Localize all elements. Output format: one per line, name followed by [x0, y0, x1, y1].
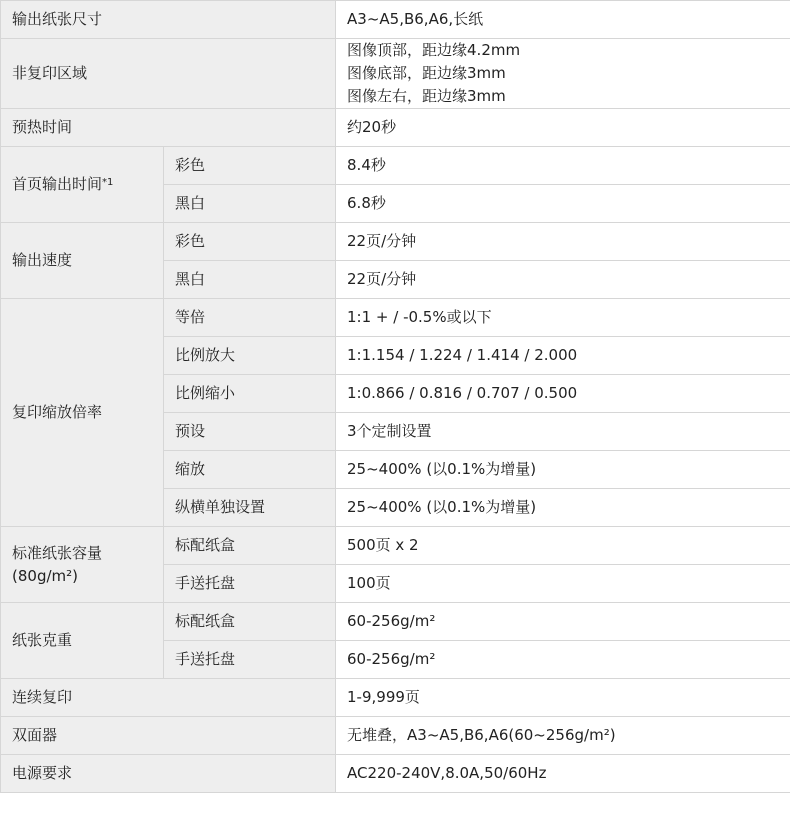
group-label: 输出速度 [1, 223, 164, 299]
row-value: 6.8秒 [336, 185, 790, 223]
sub-label: 预设 [164, 413, 336, 451]
sub-label: 手送托盘 [164, 641, 336, 679]
row-value: AC220-240V,8.0A,50/60Hz [336, 755, 790, 793]
sub-label: 比例放大 [164, 337, 336, 375]
row-label: 输出纸张尺寸 [1, 1, 336, 39]
row-label: 连续复印 [1, 679, 336, 717]
row-value: 25~400% (以0.1%为增量) [336, 489, 790, 527]
row-value: 1:0.866 / 0.816 / 0.707 / 0.500 [336, 375, 790, 413]
row-value: 60-256g/m² [336, 641, 790, 679]
value-line: 图像左右，距边缘3mm [347, 87, 506, 105]
row-value: 约20秒 [336, 109, 790, 147]
group-label: 复印缩放倍率 [1, 299, 164, 527]
table-row [1, 755, 790, 793]
row-value: 60-256g/m² [336, 603, 790, 641]
sub-label: 黑白 [164, 261, 336, 299]
table-row [1, 299, 790, 337]
sub-label: 标配纸盒 [164, 527, 336, 565]
row-value [336, 39, 790, 109]
table-row [1, 39, 790, 109]
table-row [1, 223, 790, 261]
sub-label: 等倍 [164, 299, 336, 337]
row-value: 500页 x 2 [336, 527, 790, 565]
sub-label: 手送托盘 [164, 565, 336, 603]
group-label [1, 527, 164, 603]
table-row [1, 147, 790, 185]
row-label: 非复印区域 [1, 39, 336, 109]
row-label: 电源要求 [1, 755, 336, 793]
table-row [1, 109, 790, 147]
row-value: 3个定制设置 [336, 413, 790, 451]
group-label-text: 首页输出时间 [12, 175, 103, 193]
row-label: 双面器 [1, 717, 336, 755]
table-row [1, 603, 790, 641]
table-row [1, 717, 790, 755]
row-value: 8.4秒 [336, 147, 790, 185]
sub-label: 缩放 [164, 451, 336, 489]
table-row [1, 1, 790, 39]
sub-label: 彩色 [164, 147, 336, 185]
row-value: 25~400% (以0.1%为增量) [336, 451, 790, 489]
group-label-line: 标准纸张容量 [12, 543, 103, 562]
group-label: 纸张克重 [1, 603, 164, 679]
row-value: 1:1.154 / 1.224 / 1.414 / 2.000 [336, 337, 790, 375]
sub-label: 彩色 [164, 223, 336, 261]
value-line: 图像底部，距边缘3mm [347, 64, 506, 82]
table-row [1, 679, 790, 717]
row-value: 22页/分钟 [336, 261, 790, 299]
footnote-marker: *1 [102, 177, 114, 188]
row-value: 1:1 + / -0.5%或以下 [336, 299, 790, 337]
sub-label: 标配纸盒 [164, 603, 336, 641]
value-line: 图像顶部，距边缘4.2mm [347, 41, 521, 59]
row-label: 预热时间 [1, 109, 336, 147]
row-value: A3~A5,B6,A6,长纸 [336, 1, 790, 39]
sub-label: 比例缩小 [164, 375, 336, 413]
row-value: 无堆叠，A3~A5,B6,A6(60~256g/m²) [336, 717, 790, 755]
table-row [1, 527, 790, 565]
row-value: 1-9,999页 [336, 679, 790, 717]
row-value: 22页/分钟 [336, 223, 790, 261]
sub-label: 黑白 [164, 185, 336, 223]
group-label-line: (80g/m²) [12, 566, 78, 585]
row-value: 100页 [336, 565, 790, 603]
sub-label: 纵横单独设置 [164, 489, 336, 527]
group-label [1, 147, 164, 223]
